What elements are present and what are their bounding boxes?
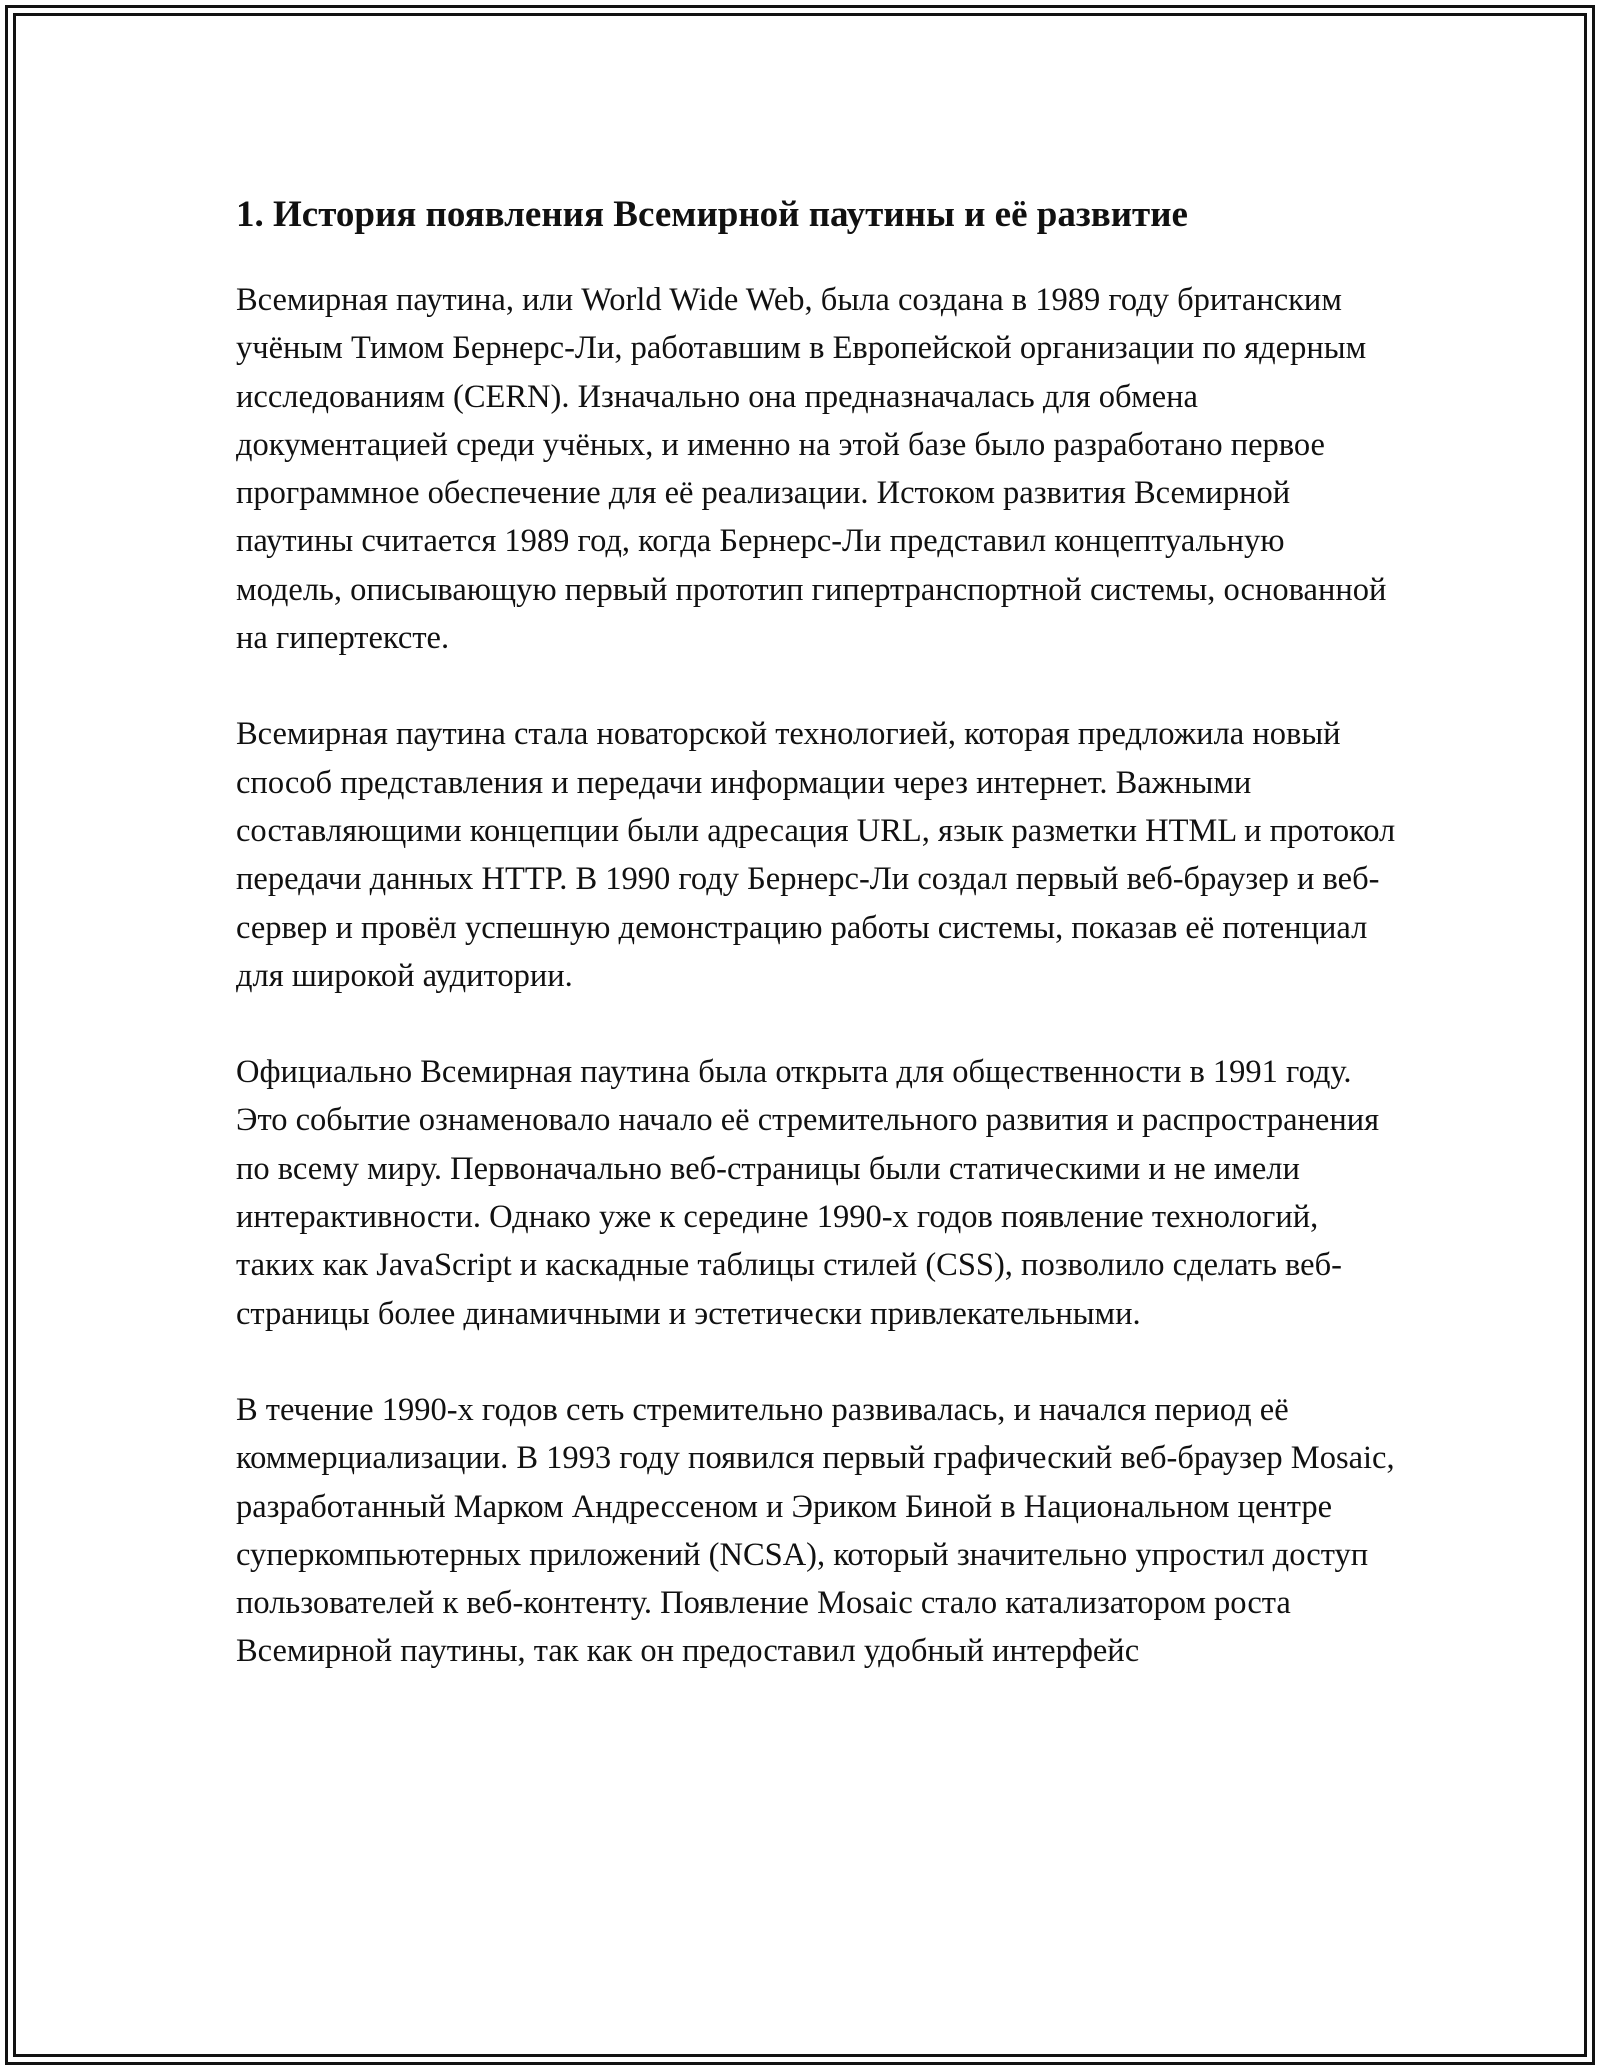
section-heading: 1. История появления Всемирной паутины и её развитие (236, 194, 1188, 235)
document-body (236, 182, 1396, 1676)
paragraph-1: Всемирная паутина, или World Wide Web, была создана в 1989 году британским учёным Тимом Бернерс-Ли, работавшим в Европейской организации по ядерным исследованиям (CERN). Изначально она предназначалась для обмена документацией среди учёных, и именно на этой базе было разработано первое программное обеспечение для её реализации. Истоком развития Всемирной паутины считается 1989 год, когда Бернерс-Ли представил концептуальную модель, описывающую первый прототип гипертранспортной системы, основанной на гипертексте. (236, 282, 1387, 657)
paragraph-4: В течение 1990-х годов сеть стремительно развивалась, и начался период её коммерциализации. В 1993 году появился первый графический веб-браузер Mosaic, разработанный Марком Андрессеном и Эриком Биной в Национальном центре суперкомпьютерных приложений (NCSA), который значительно упростил доступ пользователей к веб-контенту. Появление Mosaic стало катализатором роста Всемирной паутины, так как он предоставил удобный интерфейс (236, 1391, 1395, 1670)
paragraph-2: Всемирная паутина стала новаторской технологией, которая предложила новый способ представления и передачи информации через интернет. Важными составляющими концепции были адресация URL, язык разметки HTML и протокол передачи данных HTTP. В 1990 году Бернерс-Ли создал первый веб-браузер и веб-сервер и провёл успешную демонстрацию работы системы, показав её потенциал для широкой аудитории. (236, 716, 1396, 994)
paragraph-3: Официально Всемирная паутина была открыта для общественности в 1991 году. Это событие ознаменовало начало её стремительного развития и распространения по всему миру. Первоначально веб-страницы были статическими и не имели интерактивности. Однако уже к середине 1990-х годов появление технологий, таких как JavaScript и каскадные таблицы стилей (CSS), позволило сделать веб-страницы более динамичными и эстетически привлекательными. (236, 1054, 1380, 1332)
